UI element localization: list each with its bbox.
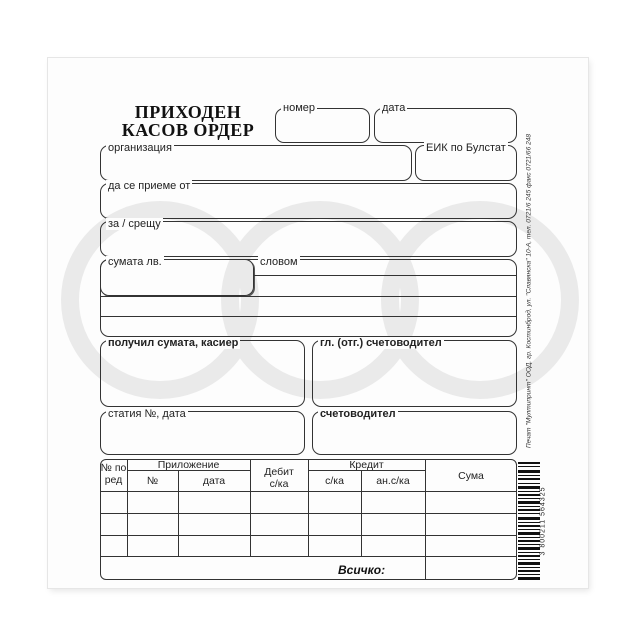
printer-note-text: Печат "Мултипринт" ООД, гр. Костинброд, ул. "Славянска" 10-А, тел. 0721/6 245 факс 0721/66 248	[525, 133, 533, 448]
in-words-label: словом	[260, 256, 298, 268]
in-words-line-3	[100, 316, 517, 317]
printer-note	[520, 118, 538, 463]
col-seq-header-line2: ред	[104, 474, 123, 486]
form-title	[103, 103, 273, 139]
total-label: Всичко:	[338, 563, 386, 577]
col-credit-sub-header: ан.с/ка	[376, 475, 410, 487]
credit-group-header: Кредит	[349, 459, 384, 471]
table-row-divider	[100, 556, 517, 557]
for-against-label: за / срещу	[108, 218, 161, 230]
table-col-divider	[127, 459, 128, 556]
col-debit-header-line1: Дебит	[264, 466, 294, 478]
col-credit-acc-header: с/ка	[325, 475, 344, 487]
organization-label: организация	[108, 142, 172, 154]
in-words-line-1	[254, 275, 517, 276]
date-label: дата	[382, 102, 406, 114]
number-label: номер	[283, 102, 315, 114]
chief-accountant-label: гл. (отг.) счетоводител	[320, 337, 442, 349]
barcode	[518, 462, 540, 580]
cashier-label: получил сумата, касиер	[108, 337, 239, 349]
col-seq-header	[100, 462, 127, 486]
table-header-divider	[100, 491, 517, 492]
col-annex-date-header: дата	[202, 475, 226, 487]
form-title-line1: ПРИХОДЕН	[134, 102, 242, 122]
eik-label: ЕИК по Булстат	[426, 142, 506, 154]
table-col-divider	[308, 459, 309, 556]
table-row-divider	[100, 535, 517, 536]
barcode-number	[538, 462, 548, 580]
barcode-number-text: 3 800211 564325	[539, 486, 547, 556]
cashier-signature-field[interactable]	[100, 340, 305, 407]
table-row-divider	[100, 513, 517, 514]
amount-lv-label: сумата лв.	[108, 256, 162, 268]
col-sum-header: Сума	[458, 470, 484, 482]
chief-accountant-field[interactable]	[312, 340, 517, 407]
annex-group-header: Приложение	[157, 459, 220, 471]
received-from-label: да се приеме от	[108, 180, 191, 192]
col-seq-header-line1: № по	[100, 462, 127, 474]
col-debit-header-line2: с/ка	[269, 478, 289, 490]
form-title-line2: КАСОВ ОРДЕР	[121, 120, 255, 140]
col-annex-no-header: №	[146, 475, 159, 487]
in-words-line-2	[100, 296, 517, 297]
accountant-label: счетоводител	[320, 408, 396, 420]
article-date-label: статия №, дата	[108, 408, 186, 420]
col-debit-header	[250, 466, 308, 490]
